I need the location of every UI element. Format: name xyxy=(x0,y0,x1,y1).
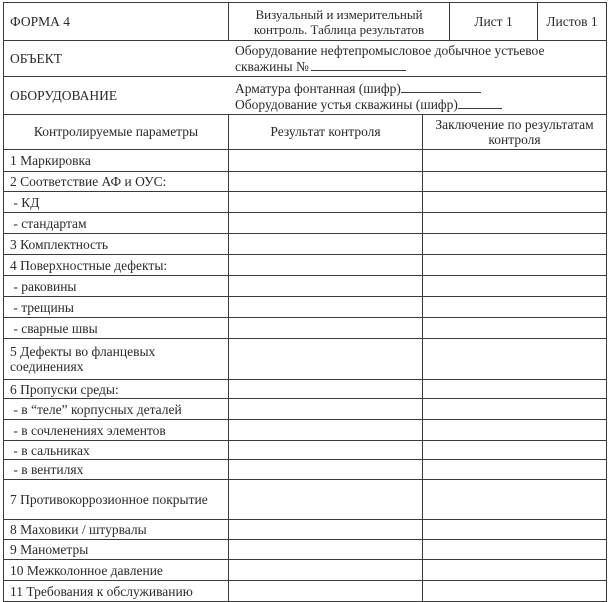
document-title: Визуальный и измерительный контроль. Таблица результатов xyxy=(253,6,425,37)
param-cell: 1 Маркировка xyxy=(10,153,91,168)
equipment-value[interactable] xyxy=(229,77,606,114)
result-cell[interactable] xyxy=(229,234,422,254)
param-cell: 11 Требования к обслуживанию xyxy=(10,583,193,599)
result-cell[interactable] xyxy=(229,192,422,212)
result-cell[interactable] xyxy=(229,399,422,419)
param-cell: 8 Маховики / штурвалы xyxy=(10,522,147,537)
sheet-count: Листов 1 xyxy=(546,13,598,29)
conclusion-cell[interactable] xyxy=(423,318,606,338)
conclusion-cell[interactable] xyxy=(423,255,606,275)
result-cell[interactable] xyxy=(229,420,422,440)
param-cell: 5 Дефекты во фланцевых соединениях xyxy=(10,344,159,374)
param-cell: - в вентилях xyxy=(10,462,84,477)
param-cell: - трещины xyxy=(10,299,74,315)
param-cell: - КД xyxy=(10,194,40,210)
wellhead-equipment-code-blank[interactable] xyxy=(458,96,502,109)
grid-vline-right xyxy=(606,2,607,602)
result-cell[interactable] xyxy=(229,213,422,233)
conclusion-cell[interactable] xyxy=(423,441,606,459)
well-number-blank[interactable] xyxy=(311,58,406,71)
column-header-result: Результат контроля xyxy=(270,124,381,139)
conclusion-cell[interactable] xyxy=(423,460,606,479)
param-cell: 9 Манометры xyxy=(10,542,89,557)
result-cell[interactable] xyxy=(229,480,422,519)
column-header-conclusion: Заключение по результатам контроля xyxy=(435,117,594,147)
param-cell: 10 Межколонное давление xyxy=(10,562,163,578)
conclusion-cell[interactable] xyxy=(423,380,606,398)
param-cell: 4 Поверхностные дефекты: xyxy=(10,257,168,273)
result-cell[interactable] xyxy=(229,380,422,398)
conclusion-cell[interactable] xyxy=(423,399,606,419)
equipment-line1: Арматура фонтанная (шифр) xyxy=(235,80,401,96)
conclusion-cell[interactable] xyxy=(423,560,606,580)
conclusion-cell[interactable] xyxy=(423,192,606,212)
result-cell[interactable] xyxy=(229,297,422,317)
fountain-fitting-code-blank[interactable] xyxy=(401,80,481,93)
conclusion-cell[interactable] xyxy=(423,213,606,233)
result-cell[interactable] xyxy=(229,520,422,539)
param-cell: 3 Комплектность xyxy=(10,236,109,252)
result-cell[interactable] xyxy=(229,339,422,379)
result-cell[interactable] xyxy=(229,172,422,191)
conclusion-cell[interactable] xyxy=(423,150,606,171)
conclusion-cell[interactable] xyxy=(423,297,606,317)
param-cell: - в сочленениях элементов xyxy=(10,422,166,438)
form-label: ФОРМА 4 xyxy=(10,13,70,29)
param-cell: 7 Противокоррозионное покрытие xyxy=(10,492,208,507)
param-cell: - раковины xyxy=(10,278,77,294)
result-cell[interactable] xyxy=(229,150,422,171)
result-cell[interactable] xyxy=(229,441,422,459)
conclusion-cell[interactable] xyxy=(423,581,606,601)
conclusion-cell[interactable] xyxy=(423,172,606,191)
object-label: ОБЪЕКТ xyxy=(10,50,63,66)
result-cell[interactable] xyxy=(229,460,422,479)
conclusion-cell[interactable] xyxy=(423,234,606,254)
result-cell[interactable] xyxy=(229,276,422,296)
param-cell: - стандартам xyxy=(10,215,87,231)
equipment-line2: Оборудование устья скважины (шифр) xyxy=(235,96,458,112)
param-cell: 2 Соответствие АФ и ОУС: xyxy=(10,174,167,189)
object-value[interactable] xyxy=(229,41,606,76)
result-cell[interactable] xyxy=(229,581,422,601)
conclusion-cell[interactable] xyxy=(423,540,606,559)
conclusion-cell[interactable] xyxy=(423,520,606,539)
result-cell[interactable] xyxy=(229,540,422,559)
object-value-text: Оборудование нефтепромысловое добычное устьевое скважины № xyxy=(235,43,545,74)
column-header-params: Контролируемые параметры xyxy=(33,124,199,139)
conclusion-cell[interactable] xyxy=(423,420,606,440)
result-cell[interactable] xyxy=(229,318,422,338)
sheet-number: Лист 1 xyxy=(474,13,513,29)
conclusion-cell[interactable] xyxy=(423,480,606,519)
param-cell: 6 Пропуски среды: xyxy=(10,381,119,397)
conclusion-cell[interactable] xyxy=(423,339,606,379)
param-cell: - в сальниках xyxy=(10,442,90,458)
result-cell[interactable] xyxy=(229,560,422,580)
equipment-label: ОБОРУДОВАНИЕ xyxy=(10,87,118,103)
param-cell: - сварные швы xyxy=(10,320,98,336)
result-cell[interactable] xyxy=(229,255,422,275)
conclusion-cell[interactable] xyxy=(423,276,606,296)
param-cell: - в “теле” корпусных деталей xyxy=(10,401,182,417)
